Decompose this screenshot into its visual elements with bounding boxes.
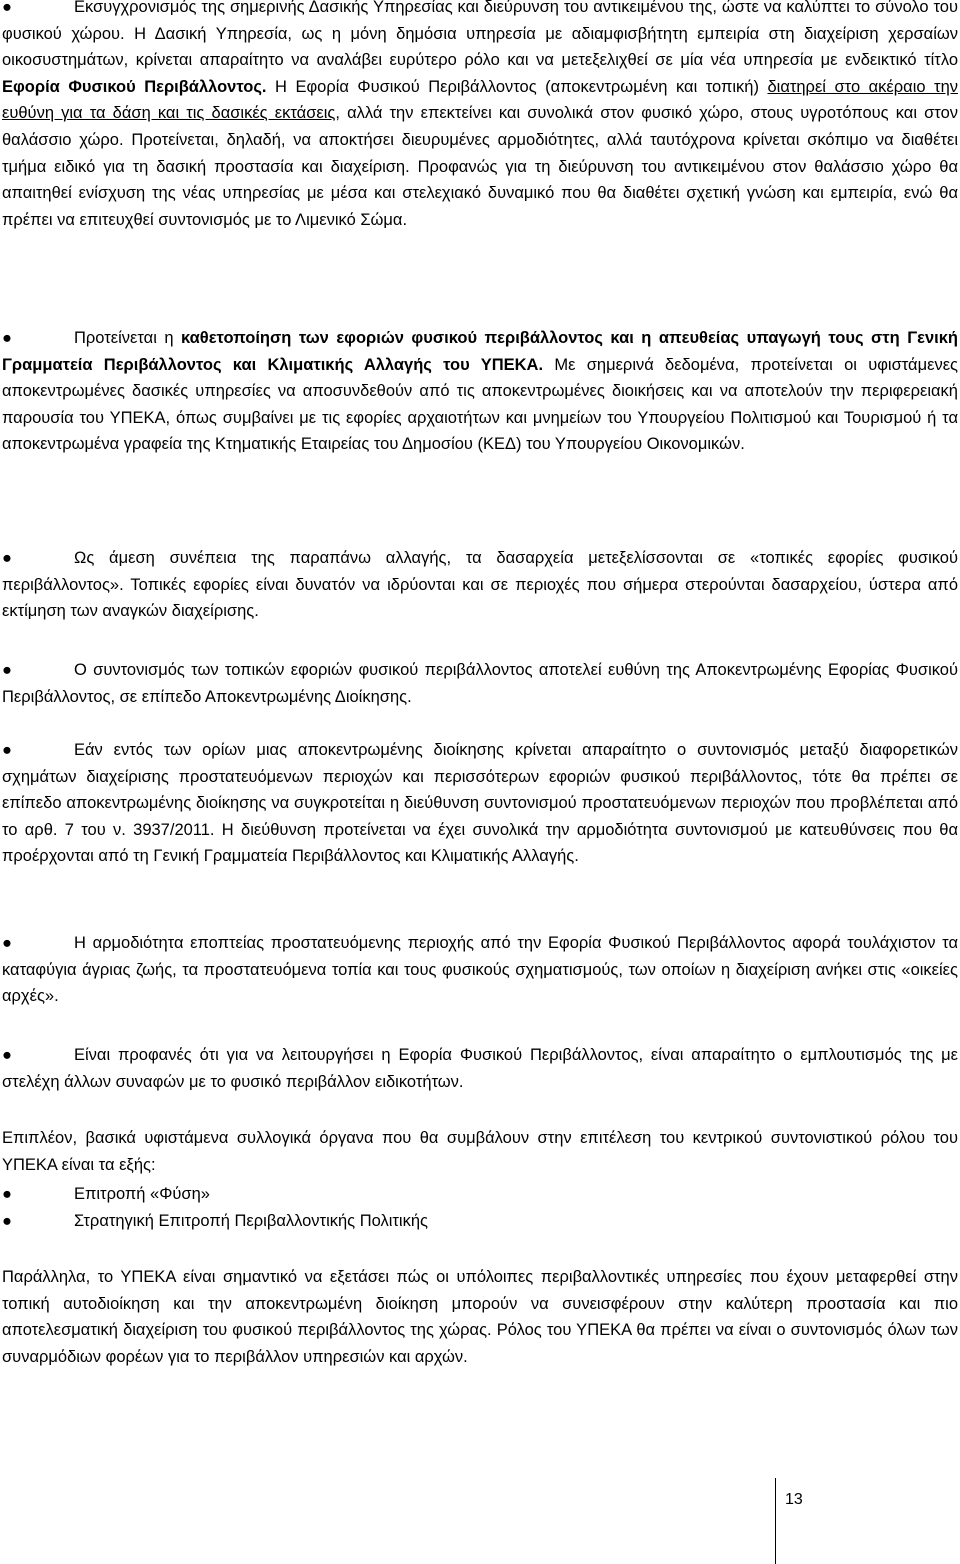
paragraph-text: Η Εφορία Φυσικού Περιβάλλοντος (αποκεντρωμένη και τοπική) bbox=[266, 77, 768, 96]
paragraph-text: Εκσυγχρονισμός της σημερινής Δασικής Υπηρεσίας και διεύρυνση του αντικειμένου της, ώστε να καλύπτει το σύνολο του φυσικού χώρου. Η Δασική Υπηρεσία, ως η μόνη δημόσια υπηρεσία με αδιαμφισβήτητη εμπειρία στη διαχείριση χερσαίων οικοσυστημάτων, κρίνεται απαραίτητο να αναλάβει ευρύτερο ρόλο και να μετεξελιχθεί σε μία νέα υπηρεσία με ενδεικτικό τίτλο bbox=[2, 0, 958, 70]
paragraph-collective-bodies bbox=[2, 1125, 958, 1178]
list-item-label: Στρατηγική Επιτροπή Περιβαλλοντικής Πολιτικής bbox=[74, 1212, 428, 1230]
bullet-icon: ● bbox=[2, 0, 12, 16]
bullet-icon: ● bbox=[2, 1046, 12, 1064]
paragraph-text: Με σημερινά δεδομένα, προτείνεται οι υφιστάμενες αποκεντρωμένες δασικές υπηρεσίες να αποσυνδεθούν από τις αποκεντρωμένες διοικήσεις και να αποτελούν την περιφερειακή παρουσία του ΥΠΕΚΑ, όπως συμβαίνει με τις εφορίες αρχαιοτήτων και μνημείων του Υπουργείου Πολιτισμού και Τουρισμού ή τα αποκεντρωμένα γραφεία της Κτηματικής Εταιρείας του Δημοσίου (ΚΕΔ) του Υπουργείου Οικονομικών. bbox=[2, 355, 959, 454]
paragraph-text: Προτείνεται η bbox=[74, 329, 182, 347]
bold-text: καθετοποίηση των εφοριών φυσικού περιβάλλοντος και η απευθείας υπαγωγή τους στη Γενική Γραμματεία Περιβάλλοντος και Κλιματικής Αλλαγής του ΥΠΕΚΑ. bbox=[2, 329, 958, 374]
paragraph-text: Ως άμεση συνέπεια της παραπάνω αλλαγής, τα δασαρχεία μετεξελίσσονται σε «τοπικές εφορίες φυσικού περιβάλλοντος». Τοπικές εφορίες είναι δυνατόν να ιδρύονται και σε περιοχές που σήμερα στερούνται δασαρχείου, ύστερα από εκτίμηση των αναγκών διαχείρισης. bbox=[2, 549, 958, 621]
paragraph-local-government bbox=[2, 1264, 958, 1370]
bullet-icon: ● bbox=[2, 1185, 12, 1203]
list-item bbox=[2, 1208, 428, 1235]
paragraph-text: Είναι προφανές ότι για να λειτουργήσει η Εφορία Φυσικού Περιβάλλοντος, είναι απαραίτητο ο εμπλουτισμός της με στελέχη άλλων συναφών με το φυσικό περιβάλλον ειδικοτήτων. bbox=[2, 1046, 958, 1091]
paragraph-text: Παράλληλα, το ΥΠΕΚΑ είναι σημαντικό να εξετάσει πώς οι υπόλοιπες περιβαλλοντικές υπηρεσίες που έχουν μεταφερθεί στην τοπική αυτοδιοίκηση και την αποκεντρωμένη διοίκηση μπορούν να συνεισφέρουν στην καλύτερη προστασία και πιο αποτελεσματική διαχείριση του φυσικού περιβάλλοντος της χώρας. Ρόλος του ΥΠΕΚΑ θα πρέπει να είναι ο συντονισμός όλων των συναρμόδιων φορέων για το περιβάλλον υπηρεσιών και αρχών. bbox=[2, 1268, 958, 1366]
list-item-label: Επιτροπή «Φύση» bbox=[74, 1185, 210, 1203]
paragraph-text: Εάν εντός των ορίων μιας αποκεντρωμένης διοίκησης κρίνεται απαραίτητο ο συντονισμός μεταξύ διαφορετικών σχημάτων διαχείρισης προστατευόμενων περιοχών και περισσότερων εφοριών φυσικού περιβάλλοντος, τότε θα πρέπει σε επίπεδο αποκεντρωμένης διοίκησης να συγκροτείται η διεύθυνση συντονισμού προστατευόμενων περιοχών που προβλέπεται από το αρθ. 7 του ν. 3937/2011. Η διεύθυνση προτείνεται να έχει συνολικά την αρμοδιότητα συντονισμού με κατευθύνσεις που θα προέρχονται από τη Γενική Γραμματεία Περιβάλλοντος και Κλιματικής Αλλαγής. bbox=[2, 741, 958, 866]
paragraph-protected-areas-directorate bbox=[2, 737, 958, 870]
paragraph-text: Ο συντονισμός των τοπικών εφοριών φυσικού περιβάλλοντος αποτελεί ευθύνη της Αποκεντρωμένης Εφορίας Φυσικού Περιβάλλοντος, σε επίπεδο Αποκεντρωμένης Διοίκησης. bbox=[2, 661, 958, 706]
page-number-divider bbox=[775, 1478, 776, 1564]
bullet-icon: ● bbox=[2, 329, 12, 347]
paragraph-forest-service-modernization bbox=[2, 0, 958, 233]
bullet-icon: ● bbox=[2, 1212, 12, 1230]
bold-text: Εφορία Φυσικού Περιβάλλοντος. bbox=[2, 77, 267, 96]
paragraph-forest-offices bbox=[2, 545, 958, 625]
paragraph-text: Η αρμοδιότητα εποπτείας προστατευόμενης περιοχής από την Εφορία Φυσικού Περιβάλλοντος αφορά τουλάχιστον τα καταφύγια άγριας ζωής, τα προστατευόμενα τοπία και τους φυσικούς σχηματισμούς, των οποίων η διαχείριση ανήκει στις «οικείες αρχές». bbox=[2, 934, 958, 1006]
page-number: 13 bbox=[785, 1491, 803, 1508]
bullet-icon: ● bbox=[2, 549, 12, 567]
bullet-icon: ● bbox=[2, 934, 12, 952]
underlined-text: διατηρεί στο ακέραιο την ευθύνη για τα δάση και τις δασικές εκτάσεις bbox=[2, 77, 958, 123]
paragraph-text: Επιπλέον, βασικά υφιστάμενα συλλογικά όργανα που θα συμβάλουν στην επιτέλεση του κεντρικού συντονιστικού ρόλου του ΥΠΕΚΑ είναι τα εξής: bbox=[2, 1129, 958, 1174]
bullet-icon: ● bbox=[2, 661, 12, 679]
list-item bbox=[2, 1181, 210, 1208]
paragraph-supervision bbox=[2, 930, 958, 1010]
paragraph-coordination bbox=[2, 657, 958, 710]
bullet-icon: ● bbox=[2, 741, 12, 759]
paragraph-verticalization bbox=[2, 325, 958, 458]
paragraph-staffing bbox=[2, 1042, 958, 1095]
paragraph-text: , αλλά την επεκτείνει και συνολικά στον φυσικό χώρο, στους υγροτόπους και στον θαλάσσιο χώρο. Προτείνεται, δηλαδή, να αποκτήσει διευρυμένες αρμοδιότητες, αλλά ταυτόχρονα κρίνεται σκόπιμο να διαθέτει τμήμα ειδικό για τη δασική προστασία και διαχείριση. Προφανώς για τη διεύρυνση του αντικειμένου στον θαλάσσιο χώρο θα απαιτηθεί ενίσχυση της νέας υπηρεσίας με μέσα και στελεχιακό δυναμικό που θα διαθέτει σχετική γνώση και εμπειρία, ενώ θα πρέπει να επιτευχθεί συντονισμός με το Λιμενικό Σώμα. bbox=[2, 104, 959, 229]
